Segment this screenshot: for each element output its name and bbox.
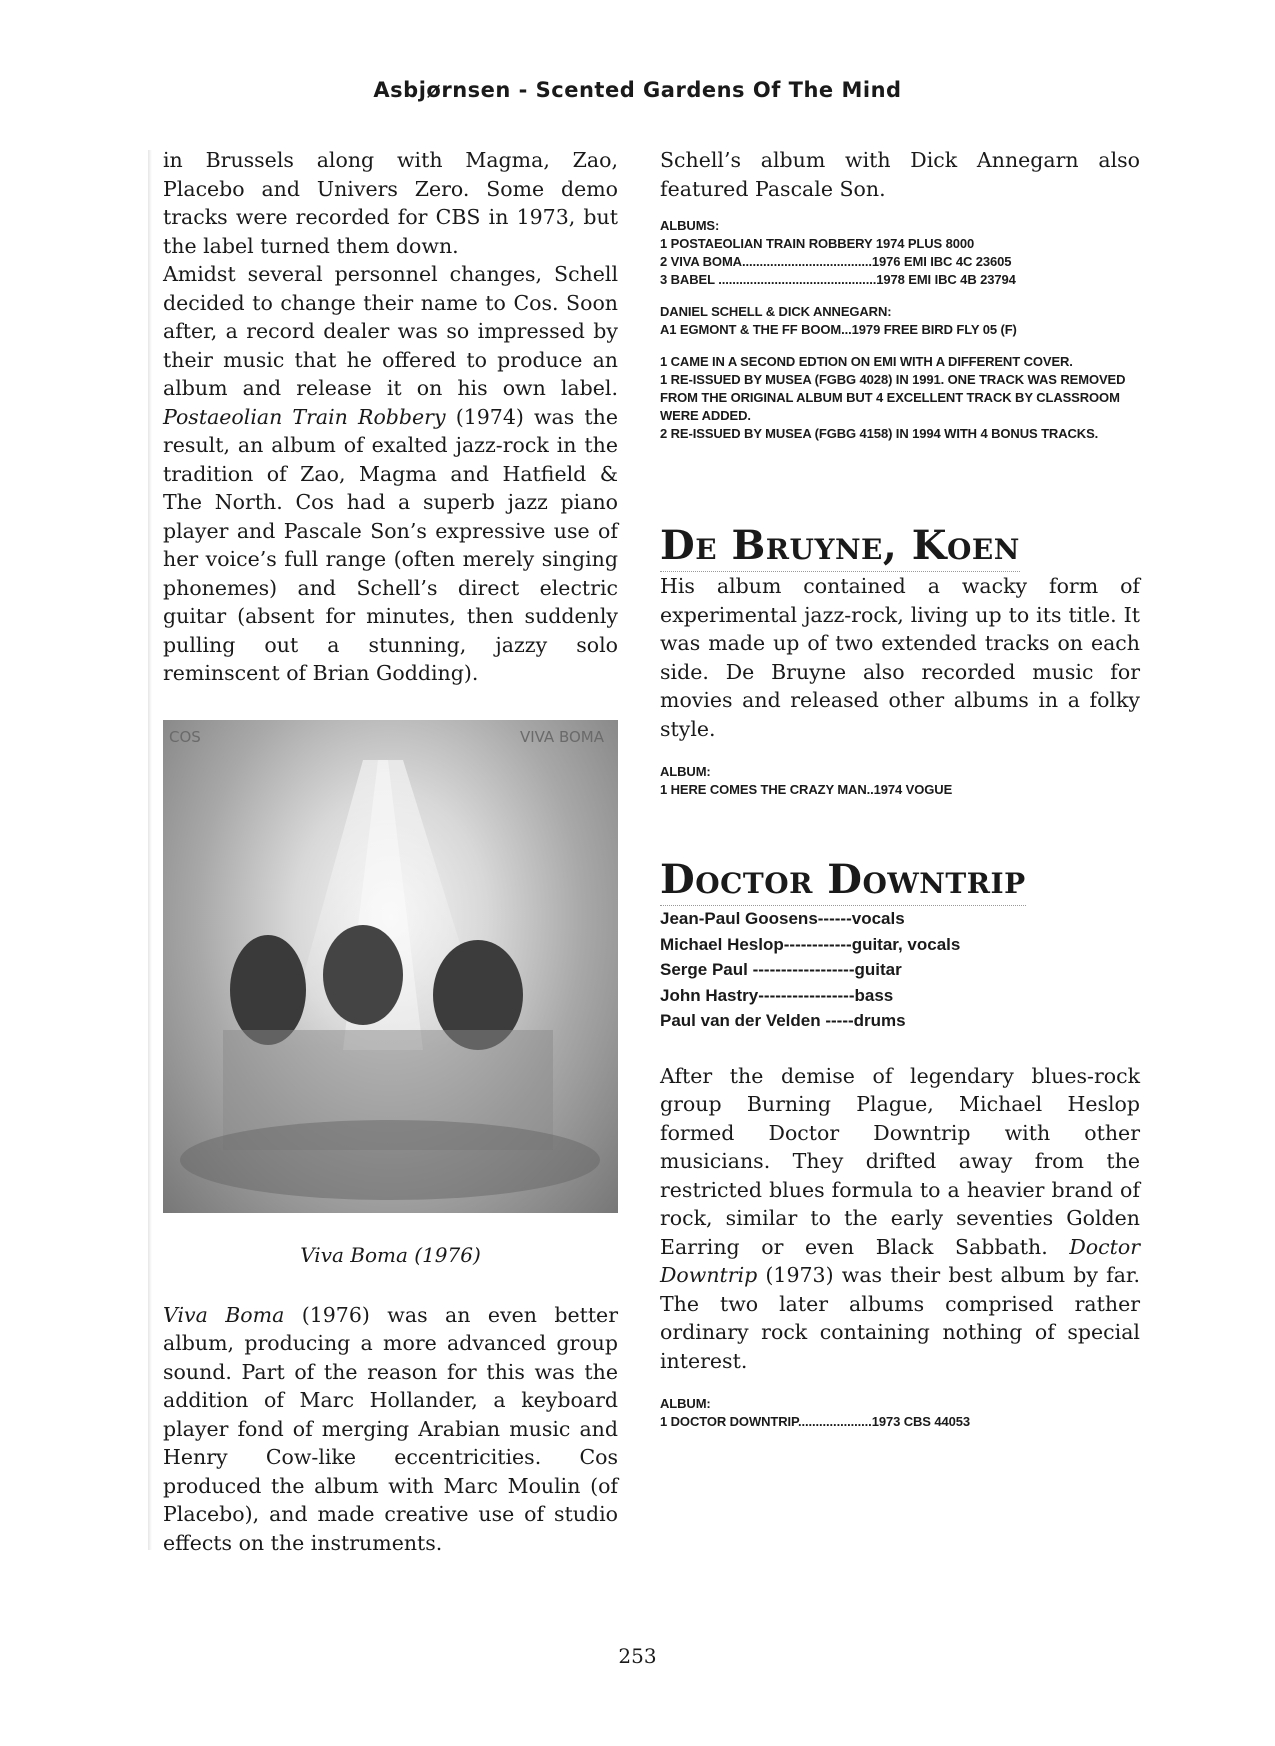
page-spine-shadow bbox=[148, 150, 152, 1550]
album-entry: 1 HERE COMES THE CRAZY MAN..1974 VOGUE bbox=[660, 782, 953, 797]
de-bruyne-discography bbox=[660, 763, 1140, 799]
left-column bbox=[163, 146, 618, 1557]
lineup-member: Michael Heslop------------guitar, vocals bbox=[660, 934, 961, 954]
cover-band-label: COS bbox=[169, 727, 201, 746]
lineup-member: Serge Paul ------------------guitar bbox=[660, 960, 902, 979]
album-entry: 1 DOCTOR DOWNTRIP.....................1973 CBS 44053 bbox=[660, 1414, 971, 1429]
lineup-member: Paul van der Velden -----drums bbox=[660, 1011, 906, 1030]
lineup-member: John Hastry-----------------bass bbox=[660, 985, 894, 1005]
running-header: Asbjørnsen - Scented Gardens Of The Mind bbox=[373, 78, 902, 102]
album-entry: 1 POSTAEOLIAN TRAIN ROBBERY 1974 PLUS 8000 bbox=[660, 236, 975, 251]
note-entry: 2 RE-ISSUED BY MUSEA (FGBG 4158) IN 1994 WITH 4 BONUS TRACKS. bbox=[660, 426, 1099, 441]
right-column bbox=[660, 146, 1140, 1431]
lineup-member: Jean-Paul Goosens------vocals bbox=[660, 909, 905, 928]
album-title-viva-boma: Viva Boma bbox=[163, 1302, 285, 1327]
doctor-downtrip-text: After the demise of legendary blues-rock group Burning Plague, Michael Heslop formed Doctor Downtrip with other musicians. They drifted away from the restricted blues formula to a heavier brand of rock, similar to the early seventies Golden Earring or even Black Sabbath. Doctor Downtrip (1973) was their best album by far. The two later albums comprised rather ordinary rock containing nothing of special interest. bbox=[660, 1063, 1140, 1373]
left-paragraph-1: in Brussels along with Magma, Zao, Placebo and Univers Zero. Some demo tracks were recorded for CBS in 1973, but the label turned them down. bbox=[163, 148, 618, 258]
doctor-downtrip-discography bbox=[660, 1395, 1140, 1431]
left-paragraph-2: Amidst several personnel changes, Schell decided to change their name to Cos. Soon after, a record dealer was so impressed by their music that he offered to produce an album and release it on his own label. Postaeolian Train Robbery (1974) was the result, an album of exalted jazz-rock in the tradition of Zao, Magma and Hatfield & The North. Cos had a superb jazz piano player and Pascale Son’s expressive use of her voice’s full range (often merely singing phonemes) and Schell’s direct electric guitar (absent for minutes, then suddenly pulling out a stunning, jazzy solo reminscent of Brian Godding). bbox=[163, 262, 618, 685]
collab-label: DANIEL SCHELL & DICK ANNEGARN: bbox=[660, 304, 892, 319]
band-lineup bbox=[660, 906, 1140, 1034]
albums-label: ALBUMS: bbox=[660, 218, 720, 233]
page-number: 253 bbox=[618, 1644, 657, 1668]
album-entry: 2 VIVA BOMA.....................................1976 EMI IBC 4C 23605 bbox=[660, 254, 1012, 269]
cover-artwork bbox=[163, 720, 618, 1213]
collab-entry: A1 EGMONT & THE FF BOOM...1979 FREE BIRD FLY 05 (F) bbox=[660, 322, 1017, 337]
section-heading-doctor-downtrip: Doctor Downtrip bbox=[660, 857, 1026, 906]
album-title-doctor-downtrip: Doctor Downtrip bbox=[660, 1234, 1140, 1287]
album-title-postaeolian: Postaeolian Train Robbery bbox=[163, 404, 446, 429]
left-paragraph-3: Viva Boma (1976) was an even better album, producing a more advanced group sound. Part of the reason for this was the addition of Marc Hollander, a keyboard player fond of merging Arabian music and Henry Cow-like eccentricities. Cos produced the album with Marc Moulin (of Placebo), and made creative use of studio effects on the instruments. bbox=[163, 1302, 618, 1555]
album-label: ALBUM: bbox=[660, 764, 711, 779]
album-label: ALBUM: bbox=[660, 1396, 711, 1411]
cover-title-label: VIVA BOMA bbox=[519, 727, 604, 746]
cos-discography bbox=[660, 217, 1140, 443]
de-bruyne-text: His album contained a wacky form of experimental jazz-rock, living up to its title. It was made up of two extended tracks on each side. De Bruyne also recorded music for movies and released other albums in a folky style. bbox=[660, 574, 1140, 741]
album-cover-viva-boma bbox=[163, 720, 618, 1213]
section-heading-de-bruyne: De Bruyne, Koen bbox=[660, 523, 1020, 572]
note-entry: 1 CAME IN A SECOND EDTION ON EMI WITH A DIFFERENT COVER. bbox=[660, 354, 1073, 369]
album-entry: 3 BABEL .............................................1978 EMI IBC 4B 23794 bbox=[660, 272, 1016, 287]
note-entry: 1 RE-ISSUED BY MUSEA (FGBG 4028) IN 1991. ONE TRACK WAS REMOVED FROM THE ORIGINAL ALBUM BUT 4 EXCELLENT TRACK BY CLASSROOM WERE ADDED. bbox=[660, 372, 1126, 423]
figure-caption: Viva Boma (1976) bbox=[300, 1242, 481, 1267]
right-paragraph-1: Schell’s album with Dick Annegarn also featured Pascale Son. bbox=[660, 148, 1140, 201]
